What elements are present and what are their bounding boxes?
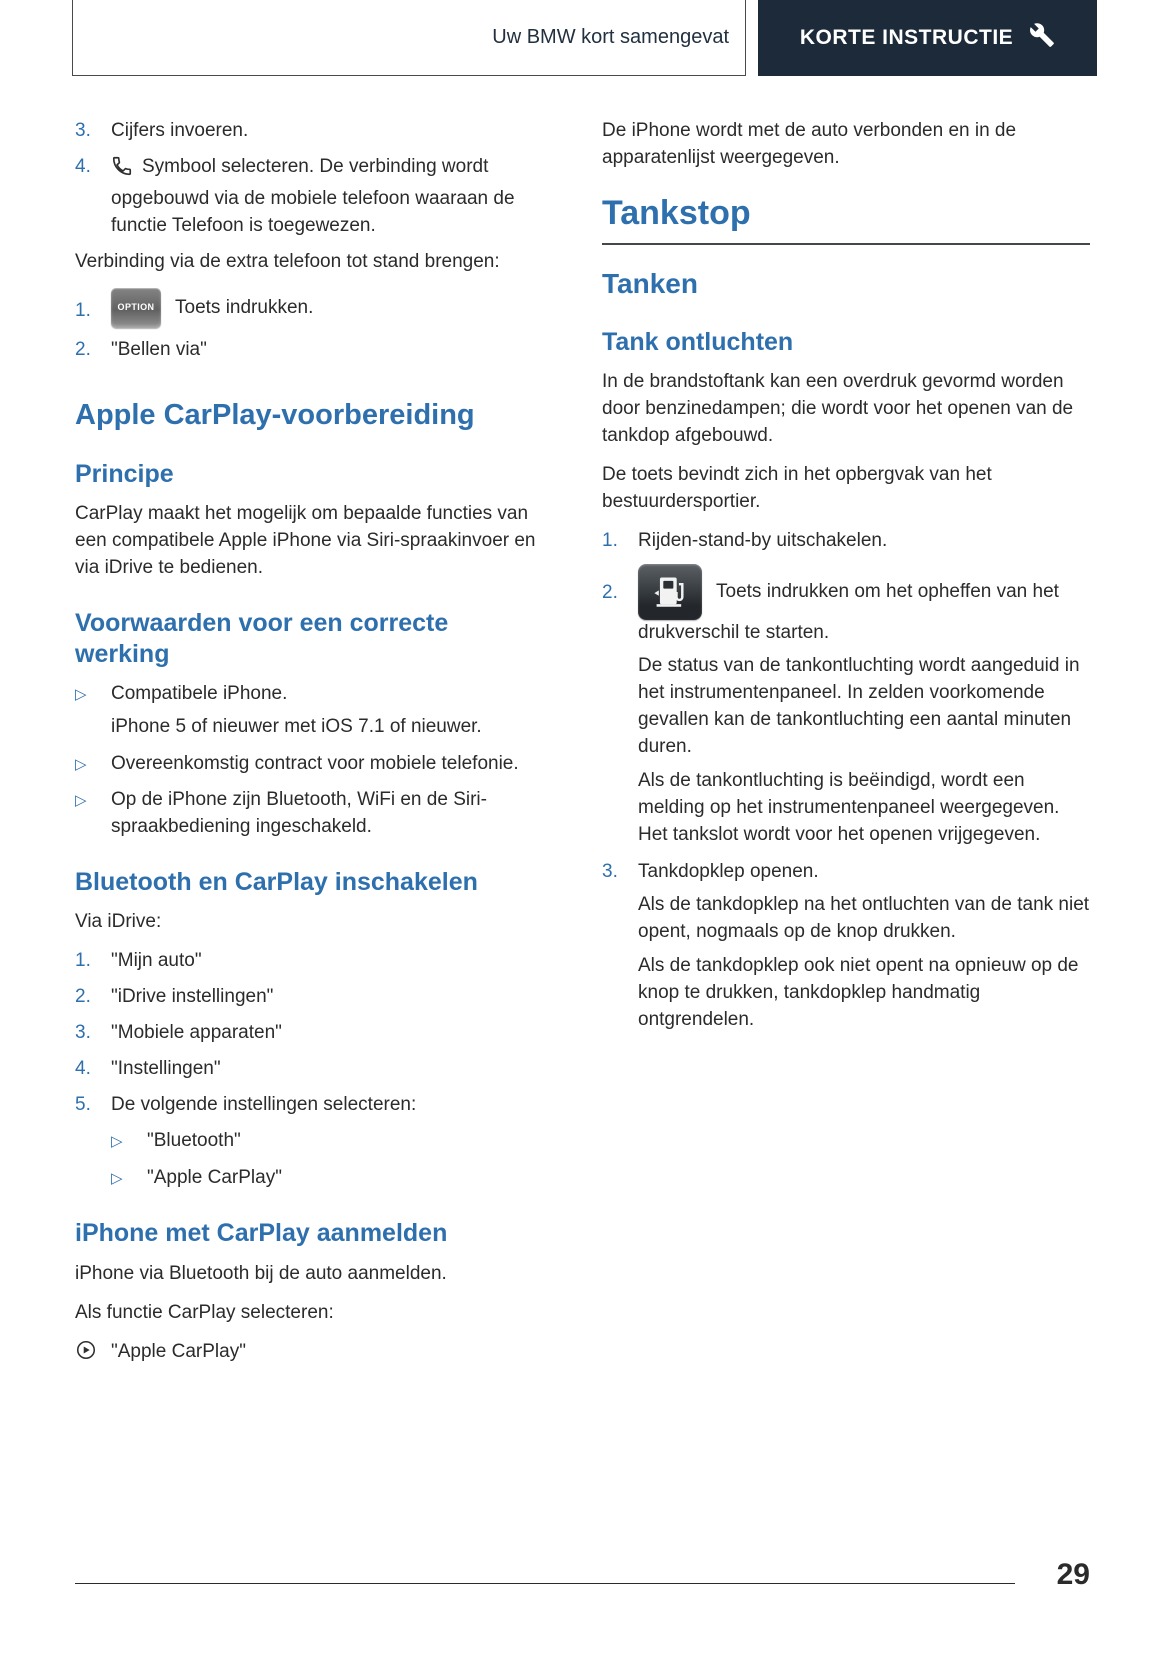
body-paragraph: Verbinding via de extra telefoon tot stand brengen: bbox=[75, 250, 500, 272]
body-paragraph: CarPlay maakt het mogelijk om bepaalde functies van een compatibele Apple iPhone via Siri-spraakinvoer en via iDrive te bedienen. bbox=[75, 503, 536, 579]
triangle-bullet-icon: ▷ bbox=[111, 1133, 123, 1151]
bullet-text: "Bluetooth" bbox=[147, 1130, 241, 1152]
body-paragraph: Als functie CarPlay selecteren: bbox=[75, 1301, 334, 1323]
bullet-text: Overeenkomstig contract voor mobiele telefonie. bbox=[111, 752, 519, 774]
subheading-principe: Principe bbox=[75, 459, 174, 488]
option-key-label: OPTION bbox=[117, 302, 155, 313]
numbered-step bbox=[602, 859, 1090, 886]
step-text: Tankdopklep openen. bbox=[638, 860, 819, 882]
step-subtext: De status van de tankontluchting wordt aangeduid in het instrumentenpaneel. In zelden voorkomende gevallen kan de tankontluchting een aantal minuten duren. bbox=[638, 654, 1080, 757]
section-heading-carplay: Apple CarPlay-voorbereiding bbox=[75, 398, 475, 431]
phone-handset-icon bbox=[111, 155, 133, 186]
step-text bbox=[638, 564, 1090, 647]
bullet-text: "Apple CarPlay" bbox=[147, 1167, 282, 1189]
circle-arrow-icon bbox=[75, 1339, 111, 1370]
subheading-tank-ontluchten: Tank ontluchten bbox=[602, 327, 794, 356]
wrench-icon bbox=[1029, 22, 1055, 54]
numbered-step bbox=[75, 984, 545, 1011]
subheading-aanmelden: iPhone met CarPlay aanmelden bbox=[75, 1219, 448, 1248]
body-paragraph: In de brandstoftank kan een overdruk gevormd worden door benzinedampen; die wordt voor het openen van de tankdop afgebouwd. bbox=[602, 371, 1074, 447]
step-number: 1. bbox=[602, 529, 618, 551]
step-text-label: Symbool selecteren. De verbinding wordt opgebouwd via de mobiele telefoon waaraan de functie Telefoon is toegewezen. bbox=[111, 155, 515, 236]
step-number: 5. bbox=[75, 1094, 91, 1116]
step-text: De volgende instellingen selecteren: bbox=[111, 1094, 417, 1116]
triangle-bullet-icon: ▷ bbox=[75, 755, 87, 773]
right-column bbox=[602, 118, 1090, 1044]
step-text-label: Toets indrukken. bbox=[175, 296, 314, 318]
running-header bbox=[72, 0, 746, 76]
step-subtext: Als de tankontluchting is beëindigd, wordt een melding op het instrumentenpaneel weergegeven. Het tankslot wordt voor het openen vrijgegeven. bbox=[638, 769, 1060, 845]
step-text: "Bellen via" bbox=[111, 338, 207, 360]
step-number: 3. bbox=[602, 860, 618, 882]
running-title: Uw BMW kort samengevat bbox=[492, 26, 729, 48]
header-divider-gap bbox=[746, 0, 758, 76]
subheading-voorwaarden: Voorwaarden voor een correcte werking bbox=[75, 609, 449, 668]
body-paragraph: De toets bevindt zich in het opbergvak van het bestuurdersportier. bbox=[602, 464, 992, 512]
page-header bbox=[72, 0, 1097, 76]
chapter-tab bbox=[758, 0, 1097, 76]
step-text bbox=[111, 154, 545, 240]
subheading-bluetooth: Bluetooth en CarPlay inschakelen bbox=[75, 867, 478, 896]
numbered-step bbox=[75, 118, 545, 145]
left-column bbox=[75, 118, 545, 1379]
step-number: 1. bbox=[75, 299, 91, 321]
step-text: Rijden-stand-by uitschakelen. bbox=[638, 529, 888, 551]
bullet-item bbox=[111, 1165, 545, 1192]
step-text: Cijfers invoeren. bbox=[111, 120, 249, 141]
numbered-step bbox=[75, 154, 545, 240]
footer-rule bbox=[75, 1583, 1015, 1584]
page-number: 29 bbox=[1056, 1558, 1090, 1591]
step-number: 2. bbox=[75, 338, 91, 360]
chapter-heading-tankstop: Tankstop bbox=[602, 193, 751, 232]
chapter-heading-rule bbox=[602, 243, 1090, 245]
numbered-step bbox=[75, 948, 545, 975]
step-text: "iDrive instellingen" bbox=[111, 986, 274, 1008]
option-key-image bbox=[111, 288, 161, 328]
step-number: 2. bbox=[602, 581, 618, 603]
triangle-bullet-icon: ▷ bbox=[75, 791, 87, 809]
bullet-item bbox=[75, 751, 545, 778]
body-paragraph: iPhone via Bluetooth bij de auto aanmelden. bbox=[75, 1262, 447, 1284]
numbered-step bbox=[75, 1092, 545, 1119]
page-content bbox=[75, 118, 1090, 1379]
body-paragraph: Via iDrive: bbox=[75, 911, 162, 933]
bullet-item bbox=[111, 1128, 545, 1155]
chapter-label: KORTE INSTRUCTIE bbox=[799, 26, 1014, 49]
step-number: 2. bbox=[75, 986, 91, 1008]
step-number: 4. bbox=[75, 155, 91, 177]
section-heading-tanken: Tanken bbox=[602, 268, 698, 300]
step-subtext: Als de tankdopklep na het ontluchten van de tank niet opent, nogmaals op de knop drukken. bbox=[638, 893, 1090, 942]
bullet-item bbox=[75, 787, 545, 841]
step-text-label: Toets indrukken om het opheffen van het drukverschil te starten. bbox=[638, 580, 1059, 643]
step-text: "Mobiele apparaten" bbox=[111, 1022, 282, 1044]
numbered-step bbox=[602, 564, 1090, 647]
step-subtext: Als de tankdopklep ook niet opent na opnieuw op de knop te drukken, tankdopklep handmatig ontgrendelen. bbox=[638, 954, 1079, 1030]
numbered-step bbox=[75, 1020, 545, 1047]
numbered-step bbox=[602, 528, 1090, 555]
bullet-text: Compatibele iPhone. bbox=[111, 683, 288, 705]
numbered-step bbox=[75, 1056, 545, 1083]
numbered-step bbox=[75, 337, 545, 364]
triangle-bullet-icon: ▷ bbox=[111, 1170, 123, 1188]
step-text bbox=[111, 288, 545, 328]
icon-item bbox=[75, 1339, 545, 1370]
triangle-bullet-icon: ▷ bbox=[75, 686, 87, 704]
step-text: "Instellingen" bbox=[111, 1058, 221, 1080]
numbered-step bbox=[75, 288, 545, 328]
step-number: 1. bbox=[75, 950, 91, 972]
step-text: "Mijn auto" bbox=[111, 950, 202, 972]
bullet-subtext: iPhone 5 of nieuwer met iOS 7.1 of nieuwer. bbox=[111, 715, 482, 737]
step-number: 3. bbox=[75, 120, 91, 141]
bullet-item bbox=[75, 681, 545, 708]
step-number: 4. bbox=[75, 1058, 91, 1080]
fuel-pump-key-image bbox=[638, 564, 702, 620]
body-paragraph: De iPhone wordt met de auto verbonden en in de apparatenlijst weergegeven. bbox=[602, 120, 1017, 168]
page-footer bbox=[75, 1558, 1090, 1592]
icon-item-text: "Apple CarPlay" bbox=[111, 1340, 246, 1362]
step-number: 3. bbox=[75, 1022, 91, 1044]
bullet-text: Op de iPhone zijn Bluetooth, WiFi en de Siri-spraakbediening ingeschakeld. bbox=[111, 788, 487, 837]
